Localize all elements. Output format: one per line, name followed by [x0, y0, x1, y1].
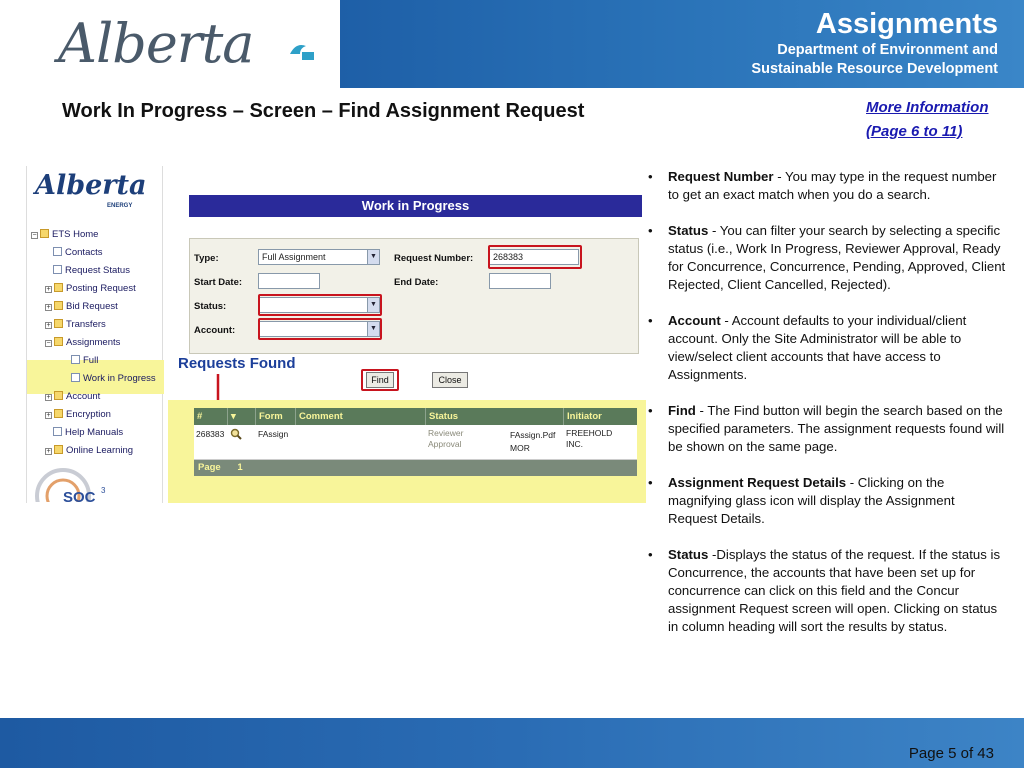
bullet-status-filter: • Status - You can filter your search by selecting a specific status (i.e., Work In Progress, Reviewer Approval, Ready for Concurrence, Concurrence, Pending, Approved, Client Rejected, Client Cancelled, Rejected).	[648, 223, 1006, 292]
page-icon	[71, 355, 80, 364]
mini-logo-energy: ENERGY	[107, 203, 133, 209]
magnifying-glass-icon[interactable]	[230, 428, 242, 440]
type-label: Type:	[194, 253, 219, 264]
folder-icon	[54, 301, 63, 310]
tree-item-posting-request[interactable]: + Posting Request	[46, 283, 136, 294]
end-date-label: End Date:	[394, 277, 439, 288]
soc3-logo-text: SOC	[63, 489, 96, 502]
status-label: Status:	[194, 301, 227, 312]
svg-text:3: 3	[101, 486, 106, 495]
bullet-dot: •	[648, 403, 653, 418]
collapse-icon: −	[46, 340, 51, 347]
tree-item-account[interactable]: + Account	[46, 391, 101, 402]
expand-icon: +	[46, 394, 51, 401]
type-select[interactable]: Full Assignment ▼	[258, 249, 380, 265]
navigation-sidebar	[26, 166, 163, 503]
form-cell: FAssign	[258, 429, 289, 439]
bullet-find: • Find - The Find button will begin the search based on the specified parameters. The assignment requests found will be shown on the same page.	[648, 403, 1005, 454]
slide-title: Work In Progress – Screen – Find Assignment Request	[62, 100, 585, 122]
footer-band	[0, 718, 1024, 768]
page-link[interactable]: 1	[237, 462, 243, 473]
results-table-header	[194, 408, 637, 425]
folder-icon	[54, 337, 63, 346]
bullet-status-column: • Status -Displays the status of the request. If the status is Concurrence, the accounts that have been set up for concurrence can click on this field and the Concur assignment Request screen will open. Clicking on status in column heading will sort the results by status.	[648, 547, 1001, 634]
page-number: Page 5 of 43	[908, 745, 994, 762]
tree-item-encryption[interactable]: + Encryption	[46, 409, 111, 420]
page-icon	[53, 247, 62, 256]
column-initiator[interactable]: Initiator	[567, 411, 602, 422]
bullet-request-number: • Request Number - You may type in the request number to get an exact match when you do a search.	[648, 169, 997, 202]
request-number-input[interactable]: 268383	[489, 249, 579, 265]
chevron-down-icon: ▼	[367, 250, 379, 264]
page-icon	[53, 427, 62, 436]
end-date-input[interactable]	[489, 273, 551, 289]
file-cell-line2: MOR	[510, 443, 530, 453]
status-callout	[258, 294, 382, 316]
header-subtitle-line2: Sustainable Resource Development	[751, 61, 998, 77]
bullet-dot: •	[648, 475, 653, 490]
close-button[interactable]: Close	[432, 372, 468, 388]
alberta-logo	[18, 0, 340, 88]
request-number-cell: 268383	[196, 429, 225, 439]
tree-item-bid-request[interactable]: + Bid Request	[46, 301, 118, 312]
column-number[interactable]: #	[194, 408, 228, 425]
initiator-cell-line2: INC.	[566, 439, 583, 449]
status-cell-line1[interactable]: Reviewer	[428, 428, 464, 438]
request-number-label: Request Number:	[394, 253, 474, 264]
requests-found-heading: Requests Found	[178, 355, 296, 372]
bullet-dot: •	[648, 223, 653, 238]
tree-item-transfers[interactable]: + Transfers	[46, 319, 106, 330]
folder-icon	[40, 229, 49, 238]
application-screenshot	[26, 160, 646, 505]
page-label: Page	[198, 462, 221, 473]
status-cell-line2[interactable]: Approval	[428, 439, 462, 449]
table-row	[194, 425, 637, 460]
folder-icon	[54, 319, 63, 328]
expand-icon: +	[46, 322, 51, 329]
tree-item-assignments[interactable]: − Assignments	[46, 337, 121, 348]
folder-icon	[54, 445, 63, 454]
expand-icon: +	[46, 412, 51, 419]
bullet-assignment-request-details: • Assignment Request Details - Clicking on the magnifying glass icon will display the Assignment Request Details.	[648, 475, 955, 526]
column-comment[interactable]: Comment	[296, 408, 426, 425]
more-information-link[interactable]: More Information	[866, 99, 989, 116]
header-band	[340, 0, 1024, 88]
tree-item-request-status[interactable]: Request Status	[53, 265, 130, 276]
file-cell-line1[interactable]: FAssign.Pdf	[510, 430, 556, 440]
page-range-link[interactable]: (Page 6 to 11)	[866, 123, 963, 140]
work-in-progress-banner: Work in Progress	[189, 195, 642, 217]
page-icon	[71, 373, 80, 382]
start-date-label: Start Date:	[194, 277, 243, 288]
more-information-link-group	[866, 96, 1016, 144]
find-button[interactable]: Find	[366, 372, 394, 388]
tree-item-contacts[interactable]: Contacts	[53, 247, 103, 258]
sort-dropdown-icon[interactable]: ▾	[228, 408, 256, 425]
chevron-down-icon: ▼	[367, 298, 379, 312]
folder-icon	[54, 391, 63, 400]
folder-icon	[54, 283, 63, 292]
bullet-dot: •	[648, 313, 653, 328]
tree-item-work-in-progress[interactable]: Work in Progress	[71, 373, 156, 384]
soc3-logo	[33, 462, 129, 502]
column-form[interactable]: Form	[256, 408, 296, 425]
header-subtitle-line1: Department of Environment and	[777, 42, 998, 58]
tree-item-help-manuals[interactable]: Help Manuals	[53, 427, 123, 438]
account-callout	[258, 318, 382, 340]
tree-item-ets-home[interactable]: − ETS Home	[32, 229, 99, 240]
start-date-input[interactable]	[258, 273, 320, 289]
folder-icon	[54, 409, 63, 418]
tree-item-full[interactable]: Full	[71, 355, 98, 366]
description-bullets	[646, 168, 1006, 654]
collapse-icon: −	[32, 232, 37, 239]
page-icon	[53, 265, 62, 274]
header-title: Assignments	[815, 8, 998, 40]
bullet-dot: •	[648, 547, 653, 562]
logo-swirl-icon	[288, 40, 316, 62]
bullet-account: • Account - Account defaults to your individual/client account. Only the Site Administrator will be able to view/select client accounts that have access to Assignments.	[648, 313, 967, 382]
request-number-callout	[488, 245, 582, 269]
bullet-dot: •	[648, 169, 653, 184]
account-label: Account:	[194, 325, 236, 336]
expand-icon: +	[46, 286, 51, 293]
initiator-cell-line1: FREEHOLD	[566, 428, 613, 438]
chevron-down-icon: ▼	[367, 322, 379, 336]
column-status[interactable]: Status	[426, 408, 564, 425]
alberta-logo-text: Alberta	[58, 12, 254, 75]
expand-icon: +	[46, 304, 51, 311]
tree-item-online-learning[interactable]: + Online Learning	[46, 445, 134, 456]
mini-alberta-logo: Alberta	[35, 170, 147, 201]
expand-icon: +	[46, 448, 51, 455]
pagination-bar	[194, 460, 637, 476]
